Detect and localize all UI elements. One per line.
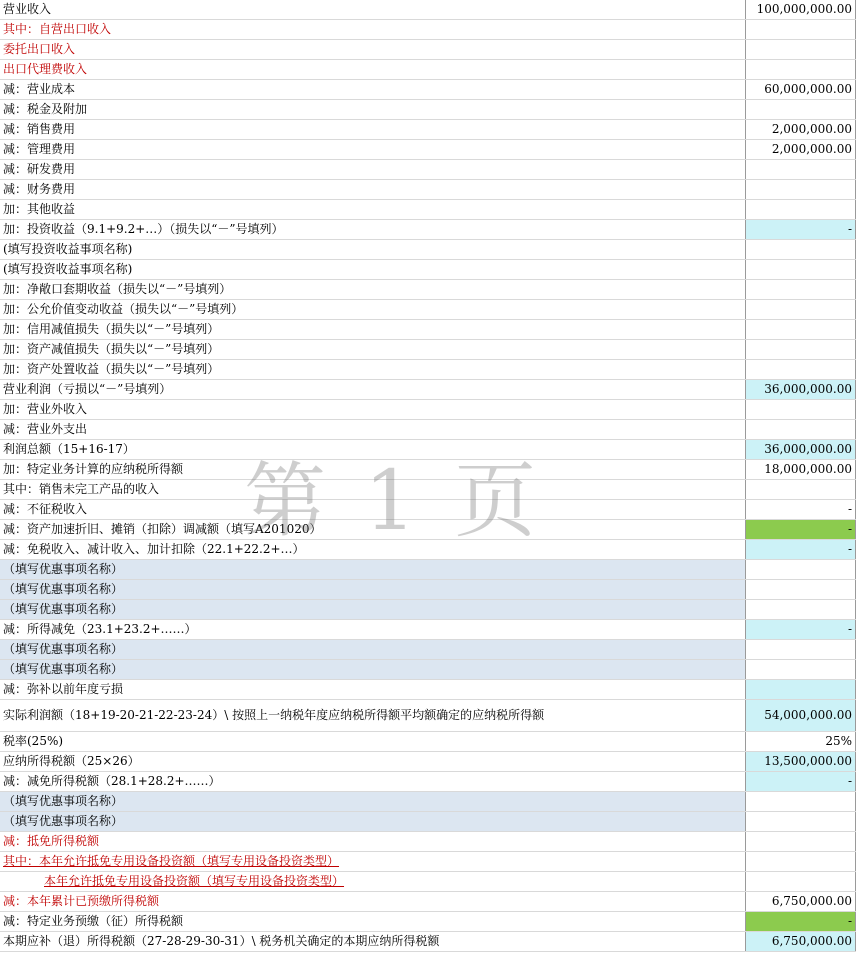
row-value[interactable] <box>746 600 856 619</box>
row-label: 减：税金及附加 <box>0 100 746 119</box>
table-row <box>0 480 856 500</box>
row-label: （填写优惠事项名称） <box>0 600 746 619</box>
table-row <box>0 812 856 832</box>
row-value[interactable] <box>746 300 856 319</box>
row-value[interactable]: 6,750,000.00 <box>746 932 856 951</box>
page-watermark: 第 1 页 <box>244 454 543 549</box>
row-value[interactable] <box>746 260 856 279</box>
row-label: 减：所得减免（23.1+23.2+……） <box>0 620 746 639</box>
row-label: 加：净敞口套期收益（损失以“－”号填列） <box>0 280 746 299</box>
row-label: 加：公允价值变动收益（损失以“－”号填列） <box>0 300 746 319</box>
table-row <box>0 180 856 200</box>
row-value[interactable] <box>746 280 856 299</box>
row-label: 减：管理费用 <box>0 140 746 159</box>
row-value[interactable]: 25% <box>746 732 856 751</box>
row-value[interactable]: 36,000,000.00 <box>746 440 856 459</box>
row-label: 减：抵免所得税额 <box>0 832 746 851</box>
row-label: 本期应补（退）所得税额（27-28-29-30-31）\ 税务机关确定的本期应纳所得税额 <box>0 932 746 951</box>
table-row <box>0 240 856 260</box>
row-label: 利润总额（15+16-17） <box>0 440 746 459</box>
table-row <box>0 380 856 400</box>
table-row <box>0 700 856 732</box>
row-value[interactable] <box>746 680 856 699</box>
row-value[interactable] <box>746 100 856 119</box>
row-label: （填写优惠事项名称） <box>0 640 746 659</box>
table-row <box>0 620 856 640</box>
table-row <box>0 220 856 240</box>
row-label: 减：研发费用 <box>0 160 746 179</box>
row-label: (填写投资收益事项名称) <box>0 260 746 279</box>
row-value[interactable]: 2,000,000.00 <box>746 120 856 139</box>
row-label: 营业利润（亏损以“－”号填列） <box>0 380 746 399</box>
row-label: 委托出口收入 <box>0 40 746 59</box>
table-row <box>0 520 856 540</box>
table-row <box>0 300 856 320</box>
row-value[interactable]: - <box>746 520 856 539</box>
table-row <box>0 440 856 460</box>
row-label-text[interactable]: 其中：本年允许抵免专用设备投资额（填写专用设备投资类型） <box>3 854 340 868</box>
table-row <box>0 60 856 80</box>
table-row <box>0 120 856 140</box>
row-label: 减：减免所得税额（28.1+28.2+……） <box>0 772 746 791</box>
row-value[interactable]: 36,000,000.00 <box>746 380 856 399</box>
row-label: （填写优惠事项名称） <box>0 560 746 579</box>
row-label: 减：营业外支出 <box>0 420 746 439</box>
row-value[interactable]: - <box>746 772 856 791</box>
row-value[interactable]: 13,500,000.00 <box>746 752 856 771</box>
row-label: 加：营业外收入 <box>0 400 746 419</box>
table-row <box>0 680 856 700</box>
row-value[interactable] <box>746 580 856 599</box>
row-label: 减：弥补以前年度亏损 <box>0 680 746 699</box>
row-label: 减：免税收入、减计收入、加计扣除（22.1+22.2+…） <box>0 540 746 559</box>
row-value[interactable] <box>746 872 856 891</box>
table-row <box>0 600 856 620</box>
table-row <box>0 420 856 440</box>
table-row <box>0 320 856 340</box>
row-label: (填写投资收益事项名称) <box>0 240 746 259</box>
row-value[interactable] <box>746 60 856 79</box>
row-value[interactable] <box>746 640 856 659</box>
row-label: 税率(25%) <box>0 732 746 751</box>
row-label: 减：营业成本 <box>0 80 746 99</box>
table-row <box>0 540 856 560</box>
row-label: 减：销售费用 <box>0 120 746 139</box>
table-row <box>0 660 856 680</box>
table-row <box>0 460 856 480</box>
table-row <box>0 0 856 20</box>
row-label: 其中：自营出口收入 <box>0 20 746 39</box>
row-label: 加：资产处置收益（损失以“－”号填列） <box>0 360 746 379</box>
row-value[interactable] <box>746 660 856 679</box>
table-row <box>0 500 856 520</box>
row-value[interactable] <box>746 200 856 219</box>
row-value[interactable] <box>746 480 856 499</box>
table-row <box>0 580 856 600</box>
row-value[interactable] <box>746 160 856 179</box>
row-label: 加：资产减值损失（损失以“－”号填列） <box>0 340 746 359</box>
row-label: 减：财务费用 <box>0 180 746 199</box>
row-label: 加：特定业务计算的应纳税所得额 <box>0 460 746 479</box>
row-value[interactable]: - <box>746 540 856 559</box>
row-value[interactable] <box>746 420 856 439</box>
row-value[interactable]: - <box>746 220 856 239</box>
row-label: 减：资产加速折旧、摊销（扣除）调减额（填写A201020） <box>0 520 746 539</box>
table-row <box>0 140 856 160</box>
row-value[interactable]: 60,000,000.00 <box>746 80 856 99</box>
row-value[interactable] <box>746 812 856 831</box>
row-value[interactable]: 54,000,000.00 <box>746 700 856 731</box>
table-row <box>0 100 856 120</box>
row-label: 减：本年累计已预缴所得税额 <box>0 892 746 911</box>
row-value[interactable] <box>746 40 856 59</box>
row-value[interactable] <box>746 400 856 419</box>
table-row <box>0 200 856 220</box>
row-label: （填写优惠事项名称） <box>0 812 746 831</box>
row-label: 出口代理费收入 <box>0 60 746 79</box>
table-row <box>0 640 856 660</box>
table-row <box>0 20 856 40</box>
table-row <box>0 560 856 580</box>
row-value[interactable]: 2,000,000.00 <box>746 140 856 159</box>
row-label: （填写优惠事项名称） <box>0 660 746 679</box>
row-value[interactable]: 18,000,000.00 <box>746 460 856 479</box>
table-row <box>0 260 856 280</box>
row-value[interactable] <box>746 240 856 259</box>
row-label: （填写优惠事项名称） <box>0 792 746 811</box>
row-value[interactable] <box>746 360 856 379</box>
row-value[interactable] <box>746 180 856 199</box>
row-value[interactable]: - <box>746 912 856 931</box>
table-row <box>0 340 856 360</box>
row-label <box>0 852 746 871</box>
table-row <box>0 360 856 380</box>
row-label: 加：其他收益 <box>0 200 746 219</box>
row-label: 营业收入 <box>0 0 746 19</box>
row-value[interactable]: 100,000,000.00 <box>746 0 856 19</box>
row-value[interactable]: - <box>746 620 856 639</box>
row-label: 减：特定业务预缴（征）所得税额 <box>0 912 746 931</box>
row-value[interactable]: - <box>746 500 856 519</box>
row-label: 其中：销售未完工产品的收入 <box>0 480 746 499</box>
row-label: 加：投资收益（9.1+9.2+…）（损失以“－”号填列） <box>0 220 746 239</box>
table-row <box>0 892 856 912</box>
row-value[interactable] <box>746 340 856 359</box>
row-label: 减：不征税收入 <box>0 500 746 519</box>
table-row <box>0 792 856 812</box>
row-label-text[interactable]: 本年允许抵免专用设备投资额（填写专用设备投资类型） <box>44 874 345 888</box>
row-label: 应纳所得税额（25×26） <box>0 752 746 771</box>
row-value[interactable]: 6,750,000.00 <box>746 892 856 911</box>
table-row <box>0 872 856 892</box>
row-value[interactable] <box>746 20 856 39</box>
row-value[interactable] <box>746 832 856 851</box>
row-label: 实际利润额（18+19-20-21-22-23-24）\ 按照上一纳税年度应纳税所得额平均额确定的应纳税所得额 <box>0 700 746 731</box>
row-label: 加：信用减值损失（损失以“－”号填列） <box>0 320 746 339</box>
table-row <box>0 40 856 60</box>
table-row <box>0 932 856 952</box>
row-value[interactable] <box>746 792 856 811</box>
table-row <box>0 80 856 100</box>
table-row <box>0 832 856 852</box>
table-row <box>0 752 856 772</box>
table-row <box>0 280 856 300</box>
table-row <box>0 400 856 420</box>
table-row <box>0 772 856 792</box>
row-value[interactable] <box>746 320 856 339</box>
row-label <box>0 872 746 891</box>
row-value[interactable] <box>746 852 856 871</box>
row-value[interactable] <box>746 560 856 579</box>
row-label: （填写优惠事项名称） <box>0 580 746 599</box>
table-row <box>0 732 856 752</box>
table-row <box>0 912 856 932</box>
table-row <box>0 852 856 872</box>
table-row <box>0 160 856 180</box>
